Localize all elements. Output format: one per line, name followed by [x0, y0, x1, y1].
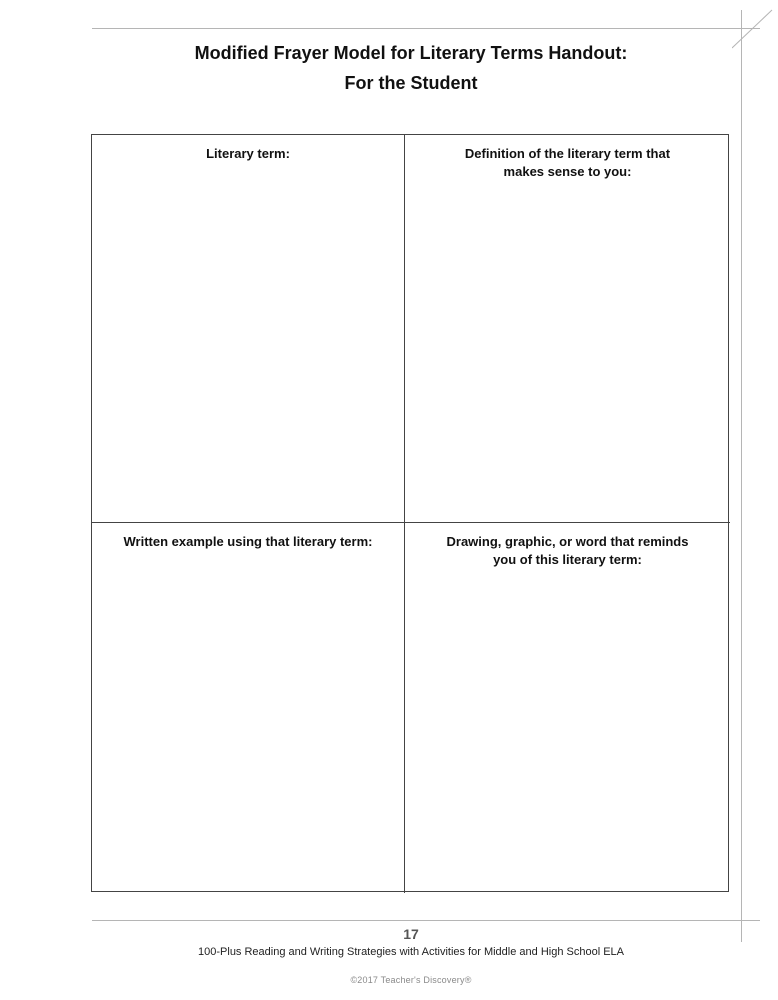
literary-term-box[interactable]	[92, 135, 405, 523]
page-number: 17	[403, 926, 419, 942]
title-line-1: Modified Frayer Model for Literary Terms Handout:	[194, 43, 628, 63]
title-line-2: For the Student	[344, 73, 478, 93]
crop-mark-right	[741, 10, 742, 942]
written-example-label: Written example using that literary term:	[123, 534, 373, 549]
crop-mark-corner	[732, 8, 774, 50]
crop-mark-bottom	[92, 920, 760, 921]
written-example-box[interactable]	[92, 523, 405, 893]
book-title: 100-Plus Reading and Writing Strategies with Activities for Middle and High School ELA	[198, 946, 624, 958]
drawing-box[interactable]	[405, 523, 730, 893]
literary-term-label: Literary term:	[206, 146, 290, 161]
drawing-label: Drawing, graphic, or word that reminds you of this literary term:	[446, 534, 689, 567]
copyright-notice: ©2017 Teacher's Discovery®	[350, 975, 472, 985]
definition-label: Definition of the literary term that makes sense to you:	[464, 146, 671, 179]
crop-mark-top	[92, 28, 760, 29]
definition-box[interactable]	[405, 135, 730, 523]
handout-title	[92, 38, 730, 98]
frayer-model-grid	[91, 134, 729, 892]
